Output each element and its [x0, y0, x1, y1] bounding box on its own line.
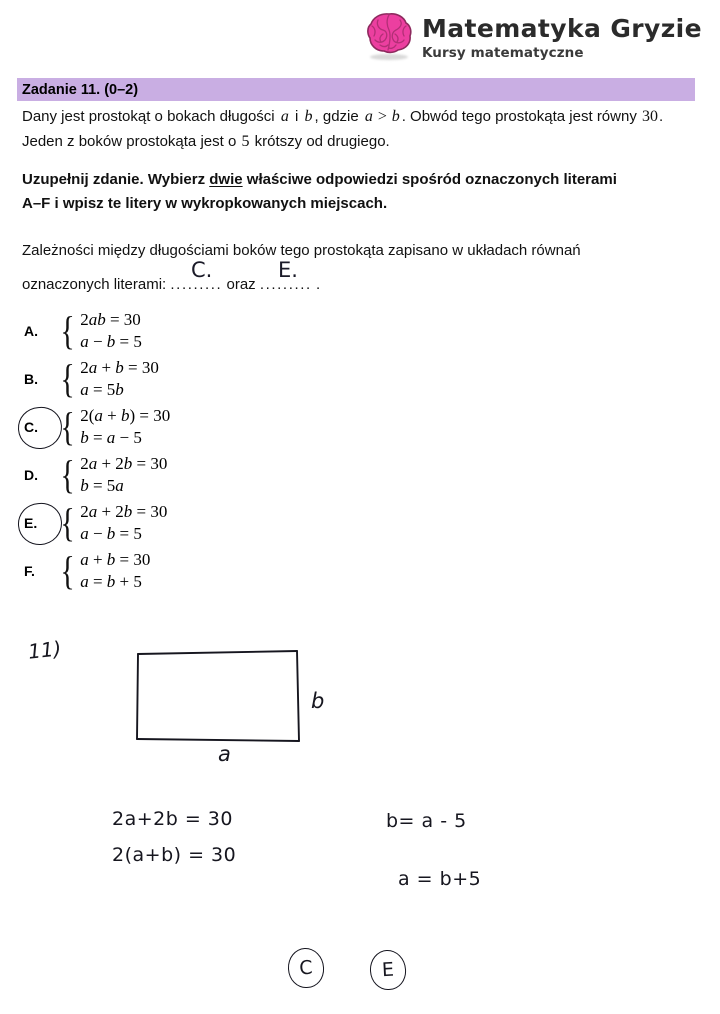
intro-text-6: krótszy od drugiego. — [254, 133, 390, 150]
option-letter: D. — [24, 467, 38, 483]
option-equations — [80, 405, 170, 449]
option-equations — [80, 357, 159, 401]
option-letter: E. — [24, 515, 38, 531]
answer-blank-2[interactable]: ......... — [259, 276, 312, 293]
option-equation-first: a + b = 30 — [80, 550, 151, 569]
dependency-line: Zależności między długościami boków tego prostokąta zapisano w układach równań — [22, 242, 581, 259]
rect-label-a: a — [218, 742, 231, 766]
handwritten-answer-2: E. — [278, 258, 298, 282]
option-letter: A. — [24, 323, 38, 339]
instruction-text-3: A–F i wpisz te litery w wykropkowanych miejscach. — [22, 195, 388, 212]
option-letter: C. — [24, 419, 38, 435]
task-intro-paragraph — [22, 104, 682, 154]
handwritten-equation-1: 2a+2b = 30 — [112, 808, 233, 830]
answer-blank-1[interactable]: ......... — [170, 276, 223, 293]
intro-inequality: a > b — [364, 108, 400, 125]
option-equations — [80, 309, 142, 353]
intro-text-3: . Obwód tego prostokąta jest — [401, 108, 593, 125]
blank-conjunction: oraz — [226, 276, 256, 293]
brain-icon — [366, 12, 412, 62]
logo-title: Matematyka Gryzie — [421, 14, 702, 43]
intro-conjunction: i — [295, 108, 299, 125]
task-title: Zadanie 11. (0–2) — [22, 81, 139, 98]
option-equation-second: a = b + 5 — [80, 572, 142, 591]
instruction-text-1: Uzupełnij zdanie. Wybierz — [22, 171, 206, 188]
intro-var-b: b — [304, 108, 313, 125]
option-letter: F. — [24, 563, 35, 579]
option-equation-first: 2a + b = 30 — [80, 358, 159, 377]
option-letter: B. — [24, 371, 38, 387]
handwritten-equation-3: b= a - 5 — [386, 810, 467, 832]
intro-var-a: a — [280, 108, 289, 125]
answer-option-c[interactable]: C. { 2(a + b) = 30 b = a − 5 — [20, 403, 320, 451]
handwritten-final-answer-1: C — [287, 947, 325, 989]
intro-perimeter-value: 30 — [642, 108, 658, 125]
answer-option-b[interactable]: B. { 2a + b = 30 a = 5b — [20, 355, 320, 403]
option-equation-first: 2(a + b) = 30 — [80, 406, 171, 425]
option-equations — [80, 549, 150, 593]
intro-text-2: , gdzie — [314, 108, 359, 125]
handwritten-equation-2: 2(a+b) = 30 — [112, 844, 237, 866]
option-equations — [80, 501, 167, 545]
site-logo — [366, 12, 702, 62]
blank-period: . — [315, 276, 321, 293]
instruction-text-2: właściwe odpowiedzi spośród oznaczonych literami — [246, 171, 617, 188]
intro-text-4: równy — [596, 108, 637, 125]
answer-option-a[interactable]: A. { 2ab = 30 a − b = 5 — [20, 307, 320, 355]
task-instruction — [22, 168, 682, 216]
handwritten-task-number: 11) — [26, 636, 63, 664]
handwritten-equation-4: a = b+5 — [398, 868, 482, 890]
option-equations — [80, 453, 167, 497]
intro-text-1: Dany jest prostokąt o bokach długości — [22, 108, 275, 125]
option-equation-first: 2a + 2b = 30 — [80, 454, 168, 473]
answer-options-list — [20, 307, 320, 595]
task-header-bar — [17, 78, 695, 101]
option-equation-second: a − b = 5 — [80, 332, 142, 351]
answer-option-d[interactable]: D. { 2a + 2b = 30 b = 5a — [20, 451, 320, 499]
handwritten-answer-1: C. — [191, 258, 213, 282]
logo-text-block — [422, 12, 702, 61]
instruction-emphasis: dwie — [209, 171, 243, 188]
logo-subtitle: Kursy matematyczne — [421, 45, 584, 62]
option-equation-second: a = 5b — [80, 380, 124, 399]
rect-label-b: b — [311, 689, 325, 713]
option-equation-second: a − b = 5 — [80, 524, 142, 543]
option-equation-first: 2ab = 30 — [80, 310, 141, 329]
intro-text-5: . Jeden z boków prostokąta jest o — [22, 108, 664, 150]
handwritten-final-answer-2: E — [369, 949, 407, 991]
option-equation-second: b = a − 5 — [80, 428, 142, 447]
handwritten-rectangle — [128, 640, 328, 755]
answer-option-e[interactable]: E. { 2a + 2b = 30 a − b = 5 — [20, 499, 320, 547]
option-equation-first: 2a + 2b = 30 — [80, 502, 168, 521]
option-equation-second: b = 5a — [80, 476, 124, 495]
answer-option-f[interactable]: F. { a + b = 30 a = b + 5 — [20, 547, 320, 595]
answer-blank-line — [22, 272, 682, 297]
blank-prefix: oznaczonych literami: — [22, 276, 167, 293]
intro-difference-value: 5 — [241, 133, 250, 150]
